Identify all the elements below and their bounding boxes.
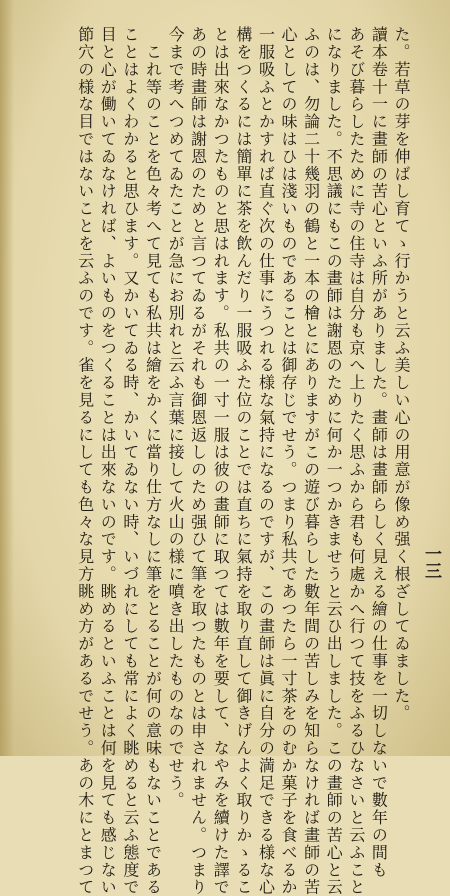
text-line: た。若草の芽を伸ばし育てゝ行かうと云ふ美しい心の用意が像め强く根ざしてゐました。 — [392, 26, 411, 722]
text-line: あそび暮らしたために寺の住寺は自分も京へ上りたく思ふから君も何處かへ行つて技をふるひなさいと云ふこと — [346, 26, 366, 896]
text-line: 目と心が働いてゐなければ、よいものをつくることは出來ないのです。眺めるといふことは何を見ても感じない — [98, 26, 118, 896]
text-line: とは出來なかつたものと思はれます。私共の一寸一服は彼の畫師に取つては數年を要して、なやみを續けた譯で — [211, 26, 231, 896]
body-text — [73, 26, 412, 896]
text-line: ことはよくわかると思ひます。又かいてゐる時、かいてゐない時、いづれにしても常によく眺めると云ふ態度で — [120, 26, 140, 896]
text-line: 節穴の様な目ではないことを云ふのです。雀を見るにしても色々な見方眺め方があるでせう。あの木にとまつて — [75, 26, 95, 896]
text-line: 構をつくるには簡單に茶を飲んだり一服吸ふた位のことでは直ちに氣持を取り直して御きげんよく取りかゝるこ — [233, 26, 253, 896]
text-line: になりました。不思議にもこの畫師は謝恩のために何か一つかきませうと云ひ出しました。この畫師の苦心と云 — [324, 26, 344, 896]
page-number: 一三 — [421, 545, 441, 579]
text-line: あの時畫師は謝恩のためと言つてゐるがそれも御恩返しのため强ひて筆を取つたものとは申されません。つまり — [188, 26, 208, 896]
text-line: 心としての味はひは淺いものであることは御存じでせう。つまり私共であつたら一寸茶をのむか菓子を食べるか — [279, 26, 299, 896]
text-line: ふのは、勿論二十幾羽の鶴と一本の檜とにありますがこの遊び暮らした數年間の苦しみを知らなければ畫師の苦 — [301, 26, 321, 896]
text-line: 一服吸ふとかすれば直ぐ次の仕事にうつれる様な氣持になるのですが、この畫師は眞に自分の満足できる様な心 — [256, 26, 276, 896]
text-line: これ等のことを色々考へて見ても私共は繪をかくに當り仕方なしに筆をとることが何の意味もないことである — [143, 26, 163, 896]
text-line: 今まで考へつめてゐたことが急にお別れと云ふ言葉に接して火山の様に噴き出したものなのでせう。 — [166, 26, 186, 809]
text-line: 讀本卷十一に畫師の苦心といふ所がありました。畫師は畫師らしく見える繪の仕事を一切しないで數年の間も — [369, 26, 389, 879]
